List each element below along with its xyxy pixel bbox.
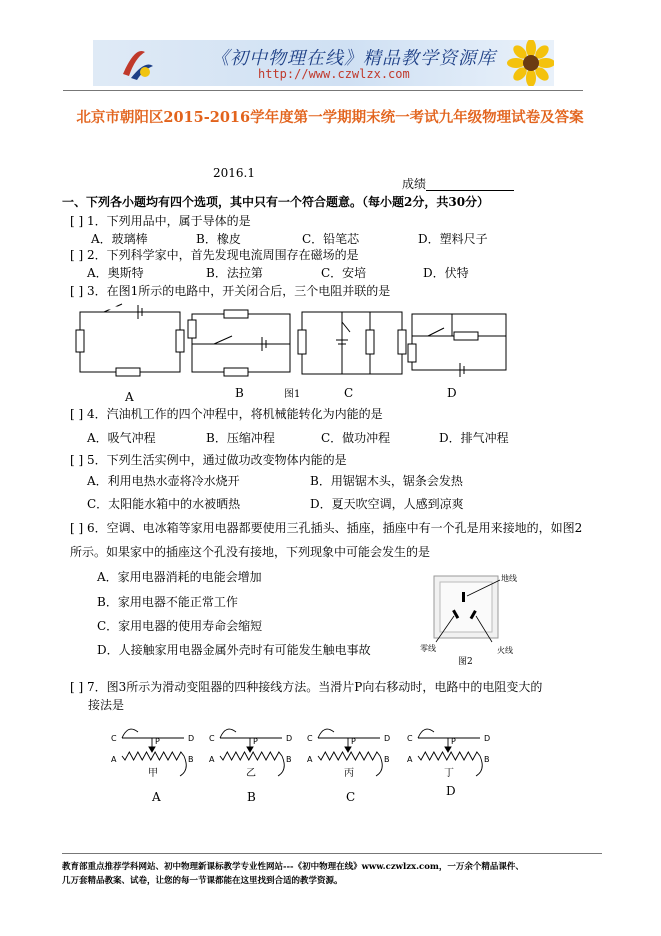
label-ground-wire: 地线 (501, 574, 517, 583)
footer-line-2: 几万套精品教案、试卷，让您的每一节课都能在这里找到合适的教学资源。 (62, 876, 343, 886)
figure-1-caption: 图1 (284, 389, 301, 400)
fig3-label-b: B (247, 790, 256, 804)
score-blank (426, 178, 514, 191)
q2-option-b: B．法拉第 (206, 266, 263, 280)
question-3-stem: [ ] 3．在图1所示的电路中，开关闭合后，三个电阻并联的是 (70, 284, 391, 298)
circuit-d (408, 314, 506, 377)
q1-option-d: D．塑料尺子 (418, 232, 488, 246)
circuit-b (188, 310, 290, 376)
question-4-stem: [ ] 4．汽油机工作的四个冲程中，将机械能转化为内能的是 (70, 407, 383, 421)
q5-option-b: B．用锯锯木头，锯条会发热 (310, 474, 463, 488)
q6-option-c: C．家用电器的使用寿命会缩短 (97, 619, 263, 633)
terminal-p-label: P (155, 737, 160, 746)
terminal-c-label: C (407, 734, 413, 743)
q5-option-d: D．夏天吹空调，人感到凉爽 (310, 497, 464, 511)
sunflower-icon (503, 40, 554, 86)
circuit-a (76, 304, 184, 376)
terminal-p-label: P (451, 737, 456, 746)
terminal-d-label: D (384, 734, 391, 743)
rheostat-name: 丙 (344, 768, 354, 779)
fig3-label-a: A (152, 790, 161, 804)
footer-line-1: 教育部重点推荐学科网站、初中物理新课标教学专业性网站---《初中物理在线》www.czwlzx.com，一万余个精品课件、 (62, 862, 524, 872)
ground-hole-icon (462, 592, 465, 602)
rheostat-2 (209, 729, 292, 779)
label-neutral-wire: 零线 (420, 644, 436, 653)
terminal-p-label: P (253, 737, 258, 746)
terminal-b-label: B (384, 755, 390, 764)
q5-option-a: A．利用电热水壶将冷水烧开 (87, 474, 240, 488)
score-label: 成绩 (402, 177, 427, 191)
q2-option-d: D．伏特 (423, 266, 469, 280)
document-title: 北京市朝阳区2015-2016学年度第一学期期末统一考试九年级物理试卷及答案 (76, 109, 584, 126)
figure-2-caption: 图2 (458, 657, 473, 667)
question-7-stem-line1: [ ] 7．图3所示为滑动变阻器的四种接线方法。当滑片P向右移动时，电路中的电阻变大的 (70, 680, 543, 694)
figure-3-rheostats (108, 722, 498, 786)
rheostat-name: 丁 (444, 768, 454, 779)
rheostat-1 (111, 729, 194, 779)
fig3-label-c: C (346, 790, 356, 804)
banner-url: http://www.czwlzx.com (258, 67, 410, 81)
q4-option-a: A．吸气冲程 (87, 431, 156, 445)
q2-option-c: C．安培 (321, 266, 367, 280)
fig1-label-a: A (125, 390, 134, 404)
rheostat-name: 甲 (148, 768, 158, 779)
question-2-stem: [ ] 2．下列科学家中，首先发现电流周围存在磁场的是 (70, 248, 359, 262)
banner-title: 《初中物理在线》精品教学资源库 (211, 48, 496, 69)
question-7-stem-line2: 接法是 (88, 698, 125, 712)
q2-option-a: A．奥斯特 (87, 266, 144, 280)
rheostat-name: 乙 (246, 768, 256, 779)
footer (62, 860, 602, 888)
rheostat-3 (307, 729, 390, 779)
fig3-label-d: D (446, 784, 456, 798)
terminal-c-label: C (209, 734, 215, 743)
q1-option-c: C．铅笔芯 (302, 232, 360, 246)
terminal-d-label: D (484, 734, 491, 743)
terminal-a-label: A (307, 755, 313, 764)
site-logo-icon (115, 44, 155, 82)
q4-option-d: D．排气冲程 (439, 431, 509, 445)
terminal-c-label: C (111, 734, 117, 743)
header-rule (63, 90, 583, 91)
terminal-c-label: C (307, 734, 313, 743)
header-banner (93, 40, 554, 86)
terminal-a-label: A (209, 755, 215, 764)
exam-date: 2016.1 (213, 166, 255, 180)
q4-option-b: B．压缩冲程 (206, 431, 275, 445)
q6-option-a: A．家用电器消耗的电能会增加 (97, 570, 262, 584)
fig1-label-c: C (344, 386, 354, 400)
terminal-d-label: D (286, 734, 293, 743)
terminal-a-label: A (111, 755, 117, 764)
section-heading: 一、下列各小题均有四个选项，其中只有一个符合题意。（每小题2分，共30分） (62, 195, 490, 209)
terminal-p-label: P (351, 737, 356, 746)
question-6-stem-line2: 所示。如果家中的插座这个孔没有接地，下列现象中可能会发生的是 (70, 545, 431, 559)
q1-option-b: B．橡皮 (196, 232, 241, 246)
q5-option-c: C．太阳能水箱中的水被晒热 (87, 497, 241, 511)
label-live-wire: 火线 (497, 646, 513, 655)
circuit-c (298, 312, 406, 374)
terminal-d-label: D (188, 734, 195, 743)
terminal-b-label: B (286, 755, 292, 764)
figure-1-circuits (74, 300, 514, 400)
rheostat-4 (407, 729, 490, 779)
fig1-label-b: B (235, 386, 244, 400)
question-1-stem: [ ] 1．下列用品中，属于导体的是 (70, 214, 251, 228)
terminal-b-label: B (188, 755, 194, 764)
footer-rule (62, 853, 602, 854)
terminal-a-label: A (407, 755, 413, 764)
q1-option-a: A．玻璃棒 (91, 232, 148, 246)
terminal-b-label: B (484, 755, 490, 764)
q6-option-d: D．人接触家用电器金属外壳时有可能发生触电事故 (97, 643, 371, 657)
question-6-stem-line1: [ ] 6．空调、电冰箱等家用电器都要使用三孔插头、插座，插座中有一个孔是用来接地的，如图2 (70, 521, 583, 535)
score-field (402, 177, 514, 191)
fig1-label-d: D (447, 386, 457, 400)
q6-option-b: B．家用电器不能正常工作 (97, 595, 238, 609)
q4-option-c: C．做功冲程 (321, 431, 391, 445)
question-5-stem: [ ] 5．下列生活实例中，通过做功改变物体内能的是 (70, 453, 347, 467)
